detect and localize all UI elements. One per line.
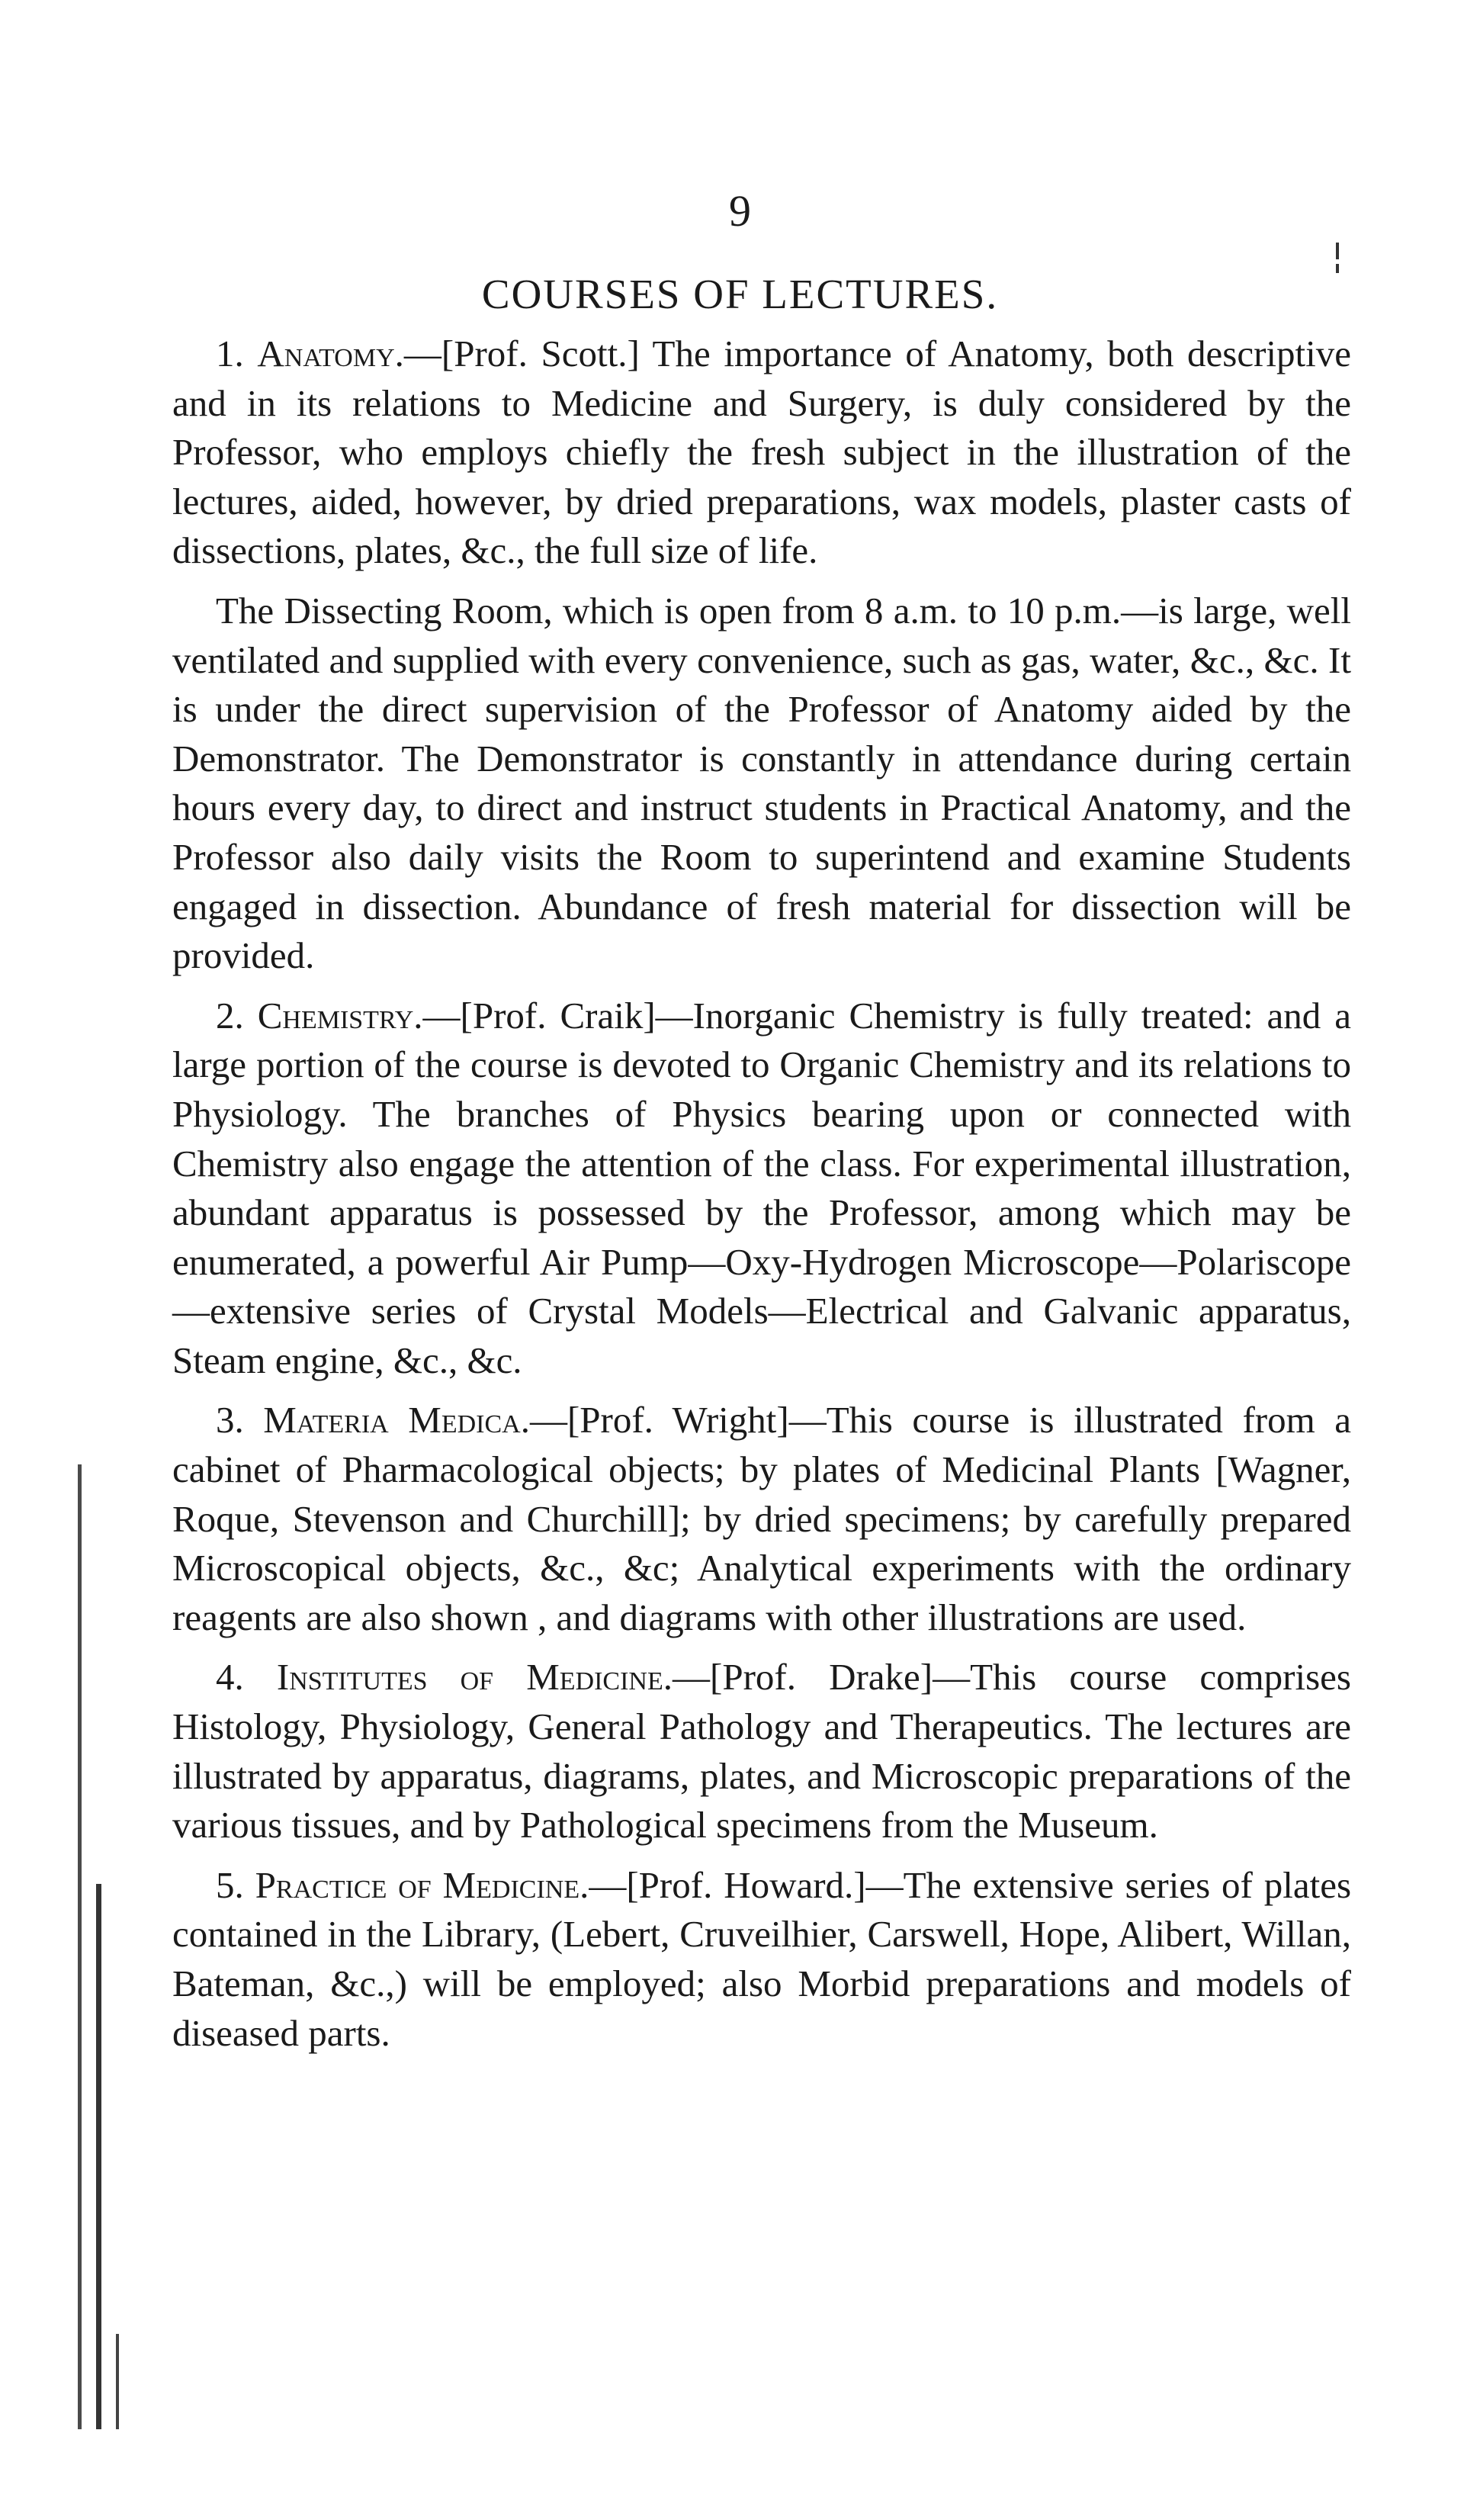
lecture-courses-text: [172, 329, 1351, 2068]
section-heading: Chemistry.: [257, 994, 423, 1037]
section-body: —[Prof. Howard.]—The extensive series of plates contained in the Library, (Lebert, Cruveilhier, Carswell, Hope, Alibert, Willan, Bateman, &c.,) will be employed; also Morbid preparations and models of diseased parts.: [172, 1863, 1352, 2054]
section-heading: Materia Medica.: [263, 1399, 530, 1442]
section-dissecting-room: [172, 587, 1351, 981]
section-body: —[Prof. Drake]—This course comprises Histology, Physiology, General Pathology and Therapeutics. The lectures are illustrated by apparatus, diagrams, plates, and Microscopic preparations of the various tissues, and by Pathological specimens from the Museum.: [172, 1656, 1351, 1847]
section-number: 2.: [216, 994, 258, 1037]
section-number: 3.: [216, 1399, 264, 1442]
section-heading: Institutes of Medicine.: [276, 1656, 673, 1699]
section-body: The Dissecting Room, which is open from 8 a.m. to 10 p.m.—is large, well ventilated and supplied with every convenience, such as gas, water, &c., &c. It is under the direct supervision of the Professor of Anatomy aided by the Demonstrator. The Demonstrator is constantly in attendance during certain hours every day, to direct and instruct students in Practical Anatomy, and the Professor also daily visits the Room to superintend and examine Students engaged in dissection. Abundance of fresh material for dissection will be provided.: [172, 589, 1351, 977]
section-materia-medica: [172, 1396, 1351, 1642]
section-body: —[Prof. Wright]—This course is illustrated from a cabinet of Pharmacological objects; by plates of Medicinal Plants [Wagner, Roque, Stevenson and Churchill]; by dried specimens; by carefully prepared Microscopical objects, &c., &c; Analytical experiments with the ordinary reagents are also shown , and diagrams with other illustrations are used.: [172, 1399, 1351, 1638]
section-anatomy: [172, 329, 1351, 576]
section-number: 4.: [216, 1656, 277, 1699]
page-number: 9: [729, 186, 751, 236]
page-title: COURSES OF LECTURES.: [481, 271, 999, 317]
section-chemistry: [172, 992, 1351, 1386]
section-institutes-of-medicine: [172, 1653, 1351, 1850]
section-heading: Practice of Medicine.: [255, 1863, 589, 1906]
section-heading: Anatomy.: [257, 333, 404, 374]
section-practice-of-medicine: [172, 1861, 1351, 2058]
section-number: 1.: [216, 333, 258, 374]
section-number: 5.: [216, 1863, 255, 1906]
page-edge-mark: [116, 2334, 119, 2429]
page-edge-mark: [78, 1464, 82, 2429]
ink-speck: [1336, 243, 1339, 259]
section-body: —[Prof. Scott.] The importance of Anatomy, both descriptive and in its relations to Medicine and Surgery, is duly considered by the Professor, who employs chiefly the fresh subject in the illustration of the lectures, aided, however, by dried preparations, wax models, plaster casts of dissections, plates, &c., the full size of life.: [172, 333, 1352, 572]
ink-speck: [1336, 264, 1339, 273]
page-edge-mark: [96, 1884, 101, 2429]
section-body: —[Prof. Craik]—Inorganic Chemistry is fully treated: and a large portion of the course is devoted to Organic Chemistry and its relations to Physiology. The branches of Physics bearing upon or connected with Chemistry also engage the attention of the class. For experimental illustration, abundant apparatus is possessed by the Professor, among which may be enumerated, a powerful Air Pump—Oxy-Hydrogen Microscope—Polariscope—extensive series of Crystal Models—Electrical and Galvanic apparatus, Steam engine, &c., &c.: [172, 994, 1351, 1381]
